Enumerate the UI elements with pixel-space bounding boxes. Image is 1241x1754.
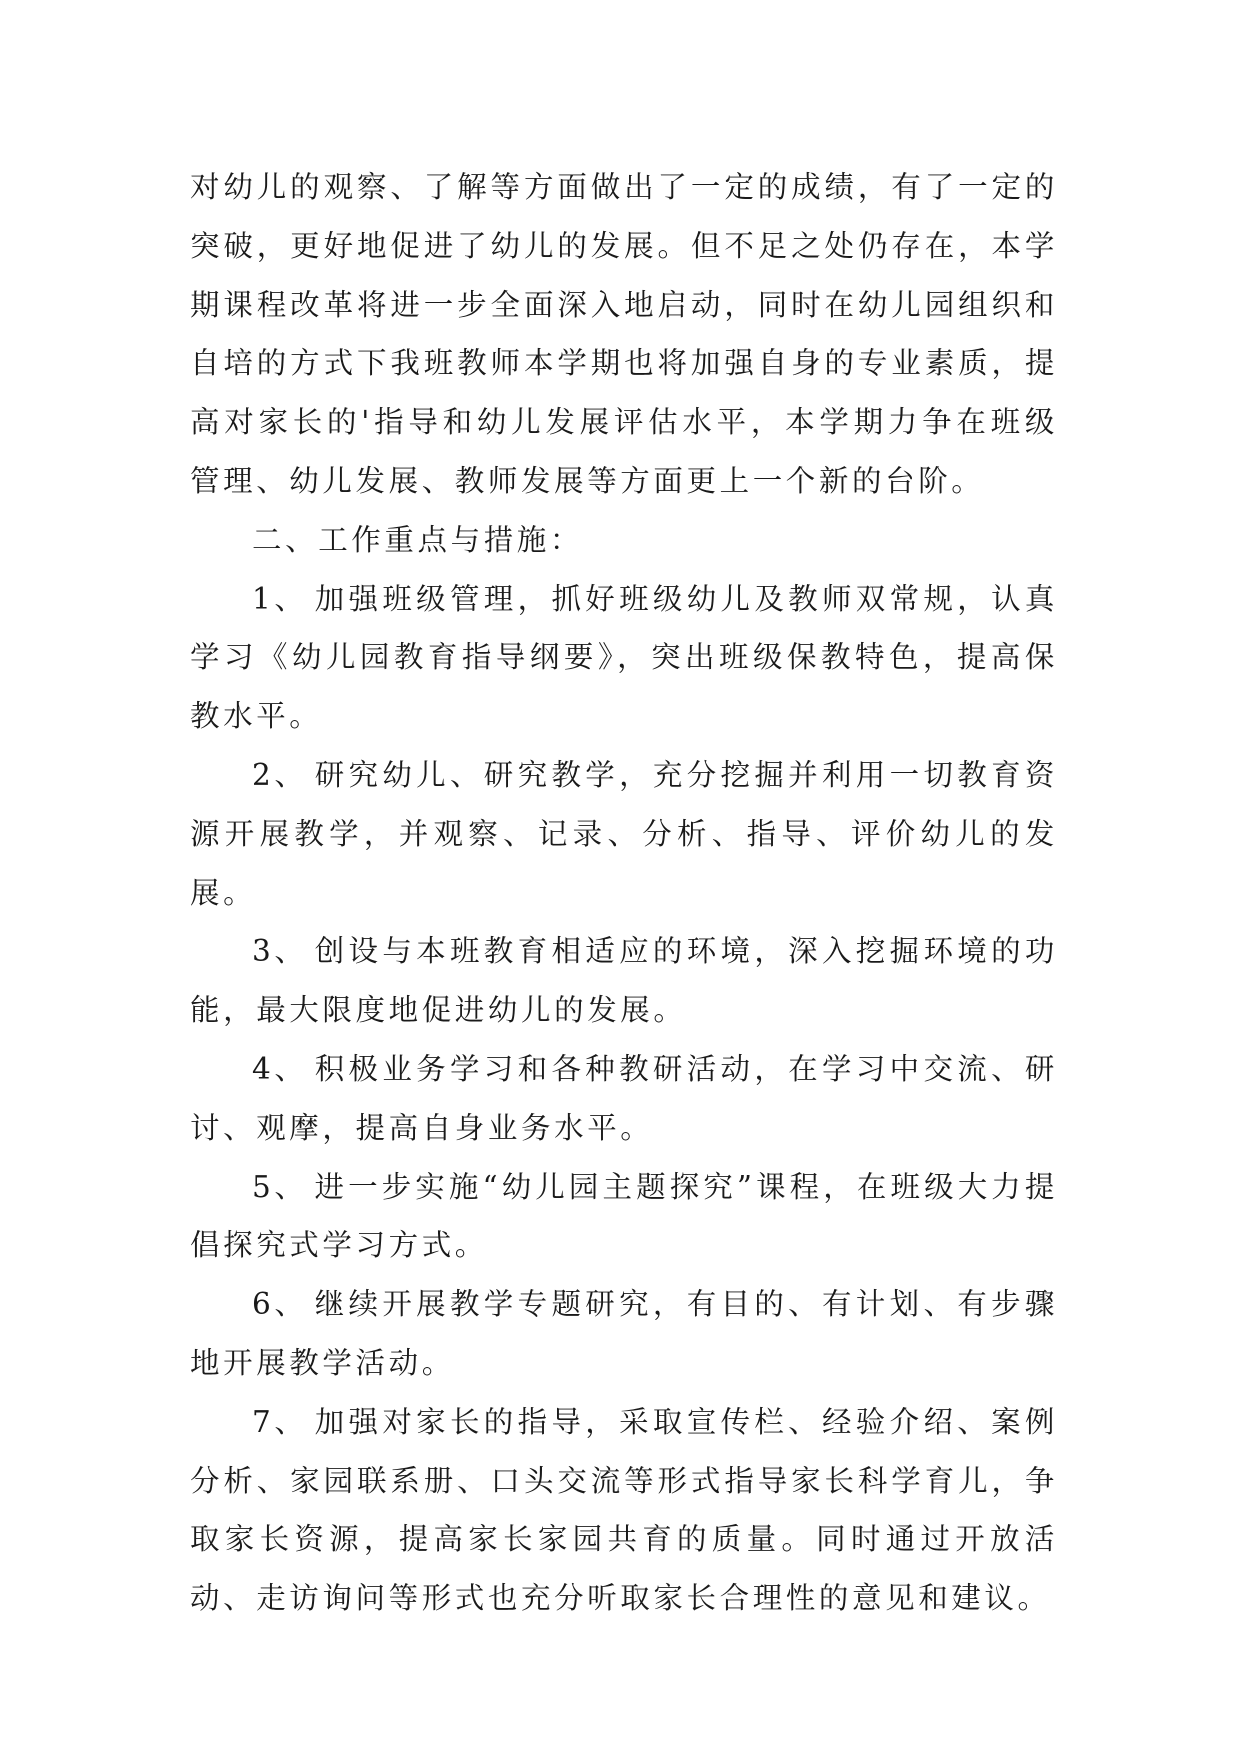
list-item-text: 继续开展教学专题研究，有目的、有计划、有步骤地开展教学活动。 bbox=[190, 1287, 1058, 1380]
section-heading-text: 二、工作重点与措施： bbox=[252, 522, 584, 557]
list-item-number: 2、 bbox=[252, 757, 308, 792]
list-item-text: 积极业务学习和各种教研活动，在学习中交流、研讨、观摩，提高自身业务水平。 bbox=[190, 1051, 1058, 1145]
list-item-text: 研究幼儿、研究教学，充分挖掘并利用一切教育资源开展教学，并观察、记录、分析、指导、评价幼儿的发展。 bbox=[190, 757, 1058, 910]
list-item bbox=[190, 922, 1058, 1040]
list-item-text: 加强班级管理，抓好班级幼儿及教师双常规，认真学习《幼儿园教育指导纲要》，突出班级保教特色，提高保教水平。 bbox=[190, 581, 1058, 734]
list-item bbox=[190, 746, 1058, 922]
list-item-number: 5、 bbox=[252, 1169, 308, 1204]
document-body bbox=[190, 158, 1058, 1628]
list-item bbox=[190, 570, 1058, 746]
list-item-number: 3、 bbox=[252, 934, 308, 969]
list-item-text: 加强对家长的指导，采取宣传栏、经验介绍、案例分析、家园联系册、口头交流等形式指导家长科学育儿，争取家长资源，提高家长家园共育的质量。同时通过开放活动、走访询问等形式也充分听取家长合理性的意见和建议。 bbox=[190, 1404, 1058, 1616]
list-item-number: 1、 bbox=[252, 581, 308, 616]
list-item bbox=[190, 1158, 1058, 1276]
section-heading bbox=[190, 511, 1058, 570]
list-item-text: 创设与本班教育相适应的环境，深入挖掘环境的功能，最大限度地促进幼儿的发展。 bbox=[190, 934, 1058, 1028]
list-item bbox=[190, 1040, 1058, 1158]
list-item bbox=[190, 1275, 1058, 1393]
paragraph-intro bbox=[190, 158, 1058, 511]
list-item-number: 4、 bbox=[252, 1051, 308, 1086]
list-item-number: 6、 bbox=[252, 1287, 308, 1322]
list-item-text: 进一步实施“幼儿园主题探究”课程，在班级大力提倡探究式学习方式。 bbox=[190, 1169, 1058, 1263]
paragraph-text: 对幼儿的观察、了解等方面做出了一定的成绩，有了一定的突破，更好地促进了幼儿的发展。但不足之处仍存在，本学期课程改革将进一步全面深入地启动，同时在幼儿园组织和自培的方式下我班教师本学期也将加强自身的专业素质，提高对家长的'指导和幼儿发展评估水平，本学期力争在班级管理、幼儿发展、教师发展等方面更上一个新的台阶。 bbox=[190, 170, 1058, 498]
list-item bbox=[190, 1393, 1058, 1628]
list-item-number: 7、 bbox=[252, 1404, 308, 1439]
